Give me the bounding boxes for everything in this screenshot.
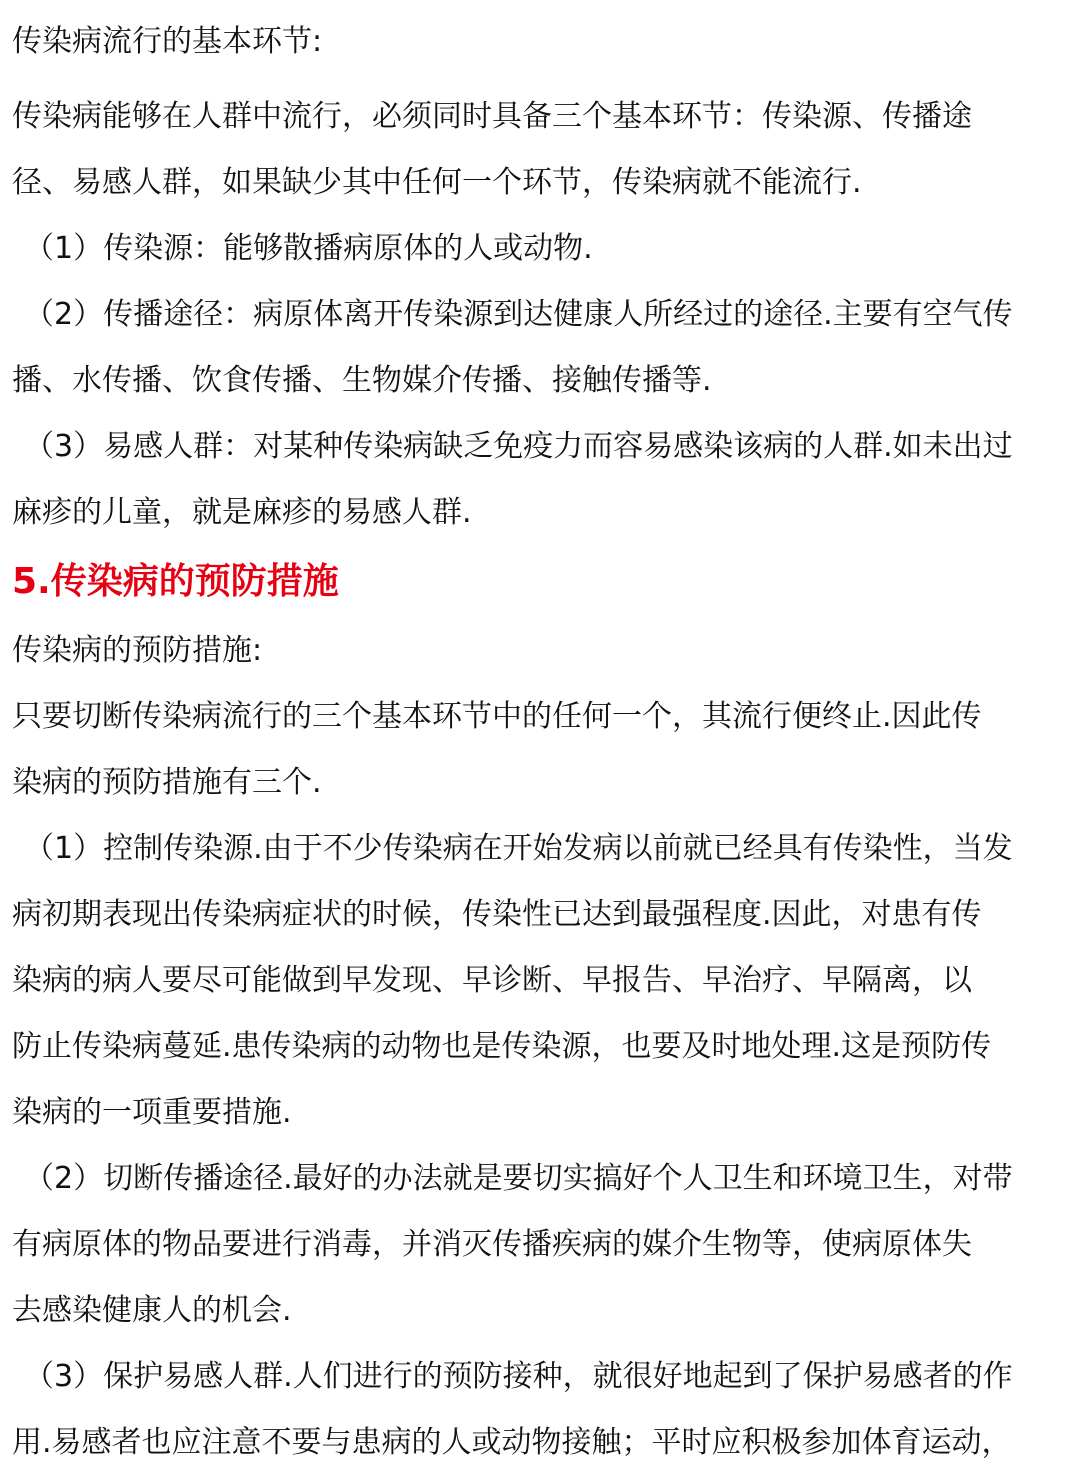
list-item-source: （1）传染源：能够散播病原体的人或动物.	[24, 231, 593, 266]
section-prevention-measures	[12, 618, 1072, 1476]
paragraph-line: 只要切断传染病流行的三个基本环节中的任何一个，其流行便终止.因此传	[12, 699, 982, 734]
paragraph-line: 传染病的预防措施:	[12, 633, 263, 668]
document-page	[12, 0, 1072, 1476]
paragraph-line: 播、水传播、饮食传播、生物媒介传播、接触传播等.	[12, 363, 712, 398]
list-item-control-source: （1）控制传染源.由于不少传染病在开始发病以前就已经具有传染性，当发	[24, 831, 1013, 866]
paragraph-line: 防止传染病蔓延.患传染病的动物也是传染源，也要及时地处理.这是预防传	[12, 1029, 992, 1064]
paragraph-line: 传染病能够在人群中流行，必须同时具备三个基本环节：传染源、传播途	[12, 99, 972, 134]
paragraph-line: 传染病流行的基本环节:	[12, 24, 323, 59]
section-transmission-links	[12, 0, 1072, 546]
paragraph-line: 染病的一项重要措施.	[12, 1095, 292, 1130]
paragraph-line: 病初期表现出传染病症状的时候，传染性已达到最强程度.因此，对患有传	[12, 897, 982, 932]
paragraph-line: 去感染健康人的机会.	[12, 1293, 292, 1328]
paragraph-line: 染病的病人要尽可能做到早发现、早诊断、早报告、早治疗、早隔离，以	[12, 963, 972, 998]
section-heading: 5.传染病的预防措施	[12, 561, 339, 602]
paragraph-line: 用.易感者也应注意不要与患病的人或动物接触；平时应积极参加体育运动，	[12, 1425, 1012, 1460]
list-item-cut-route: （2）切断传播途径.最好的办法就是要切实搞好个人卫生和环境卫生，对带	[24, 1161, 1013, 1196]
list-item-route: （2）传播途径：病原体离开传染源到达健康人所经过的途径.主要有空气传	[24, 297, 1013, 332]
paragraph-line: 有病原体的物品要进行消毒，并消灭传播疾病的媒介生物等，使病原体失	[12, 1227, 972, 1262]
list-item-protect-susceptible: （3）保护易感人群.人们进行的预防接种，就很好地起到了保护易感者的作	[24, 1359, 1013, 1394]
paragraph-line: 麻疹的儿童，就是麻疹的易感人群.	[12, 495, 472, 530]
paragraph-line: 径、易感人群，如果缺少其中任何一个环节，传染病就不能流行.	[12, 165, 862, 200]
paragraph-line: 染病的预防措施有三个.	[12, 765, 322, 800]
list-item-susceptible: （3）易感人群：对某种传染病缺乏免疫力而容易感染该病的人群.如未出过	[24, 429, 1013, 464]
